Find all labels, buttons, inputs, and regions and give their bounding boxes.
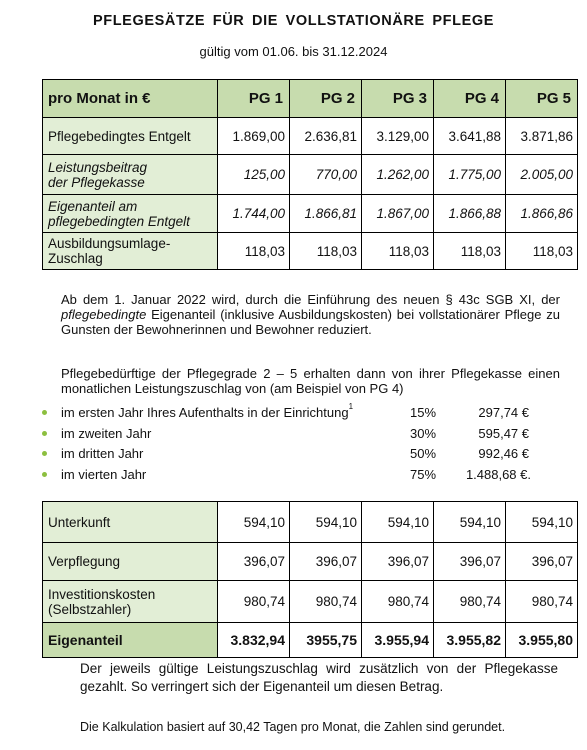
- cell-value: 1.866,88: [434, 195, 506, 233]
- cell-value: 3.832,94: [218, 623, 290, 658]
- row-label: Ausbildungsumlage- Zuschlag: [43, 233, 218, 270]
- cell-value: 396,07: [218, 543, 290, 581]
- cell-value: 3955,75: [290, 623, 362, 658]
- list-amount: 992,46 €: [478, 446, 529, 461]
- list-item: im zweiten Jahr 30% 595,47 €: [42, 426, 562, 447]
- header-pg2: PG 2: [290, 80, 362, 118]
- table-total-row: [43, 623, 578, 658]
- cell-value: 1.775,00: [434, 155, 506, 195]
- cell-value: 1.866,86: [506, 195, 578, 233]
- table-row: [43, 543, 578, 581]
- row-label: Pflegebedingtes Entgelt: [43, 118, 218, 155]
- list-item: im dritten Jahr 50% 992,46 €: [42, 446, 562, 467]
- cell-value: 396,07: [362, 543, 434, 581]
- cell-value: 980,74: [434, 581, 506, 623]
- header-pg5: PG 5: [506, 80, 578, 118]
- cell-value: 594,10: [290, 502, 362, 543]
- row-label: Investitionskosten (Selbstzahler): [43, 581, 218, 623]
- row-label: Eigenanteil am pflegebedingten Entgelt: [43, 195, 218, 233]
- validity-period: gültig vom 01.06. bis 31.12.2024: [199, 44, 388, 59]
- cell-value: 980,74: [506, 581, 578, 623]
- cell-value: 118,03: [290, 233, 362, 270]
- list-percent: 75%: [410, 466, 437, 482]
- cell-value: 3.871,86: [506, 118, 578, 155]
- cell-value: 980,74: [362, 581, 434, 623]
- row-label: Unterkunft: [43, 502, 218, 543]
- cell-value: 594,10: [218, 502, 290, 543]
- table-header-row: [43, 80, 578, 118]
- cell-value: 1.867,00: [362, 195, 434, 233]
- table-row: [43, 502, 578, 543]
- list-amount: 297,74 €: [478, 405, 529, 420]
- cell-value: 594,10: [506, 502, 578, 543]
- footnote-marker: 1: [348, 402, 354, 411]
- table-row: [43, 195, 578, 233]
- cell-value: 594,10: [434, 502, 506, 543]
- list-item: im ersten Jahr Ihres Aufenthalts in der Einrichtung$^1$ 15% 297,74 €: [42, 405, 562, 426]
- table-row: [43, 155, 578, 195]
- supplement-list: [42, 402, 562, 487]
- cell-value: 396,07: [506, 543, 578, 581]
- list-amount: 1.488,68 €.: [465, 466, 531, 482]
- cell-value: 2.636,81: [290, 118, 362, 155]
- cell-value: 1.262,00: [362, 155, 434, 195]
- table-row: [43, 118, 578, 155]
- cell-value: 770,00: [290, 155, 362, 195]
- cell-value: 118,03: [218, 233, 290, 270]
- bullet-icon: [42, 410, 47, 415]
- calculation-note: Die Kalkulation basiert auf 30,42 Tagen pro Monat, die Zahlen sind gerundet.: [80, 720, 506, 734]
- cell-value: 594,10: [362, 502, 434, 543]
- cell-value: 118,03: [362, 233, 434, 270]
- cell-value: 118,03: [506, 233, 578, 270]
- cell-value: 3.955,94: [362, 623, 434, 658]
- cell-value: 2.005,00: [506, 155, 578, 195]
- cell-value: 118,03: [434, 233, 506, 270]
- care-rates-table: [42, 79, 578, 270]
- cell-value: 980,74: [290, 581, 362, 623]
- cell-value: 1.744,00: [218, 195, 290, 233]
- bullet-icon: [42, 472, 47, 477]
- intro-paragraph: Ab dem 1. Januar 2022 wird, durch die Einführung des neuen § 43c SGB XI, der pflegebedingte Eigenanteil (inklusive Ausbildungskosten) bei vollstationärer Pflege zu Gunsten der Bewohnerinnen und Bewohner reduziert.: [61, 292, 560, 337]
- page-title: PFLEGESÄTZE FÜR DIE VOLLSTATIONÄRE PFLEGE: [93, 13, 494, 29]
- bullet-icon: [42, 431, 47, 436]
- row-label: Eigenanteil: [43, 623, 218, 658]
- supplement-note: Der jeweils gültige Leistungszuschlag wird zusätzlich von der Pflegekasse gezahlt. So verringert sich der Eigenanteil um diesen Betrag.: [80, 661, 558, 694]
- list-amount: 595,47 €: [478, 425, 529, 441]
- cell-value: 1.869,00: [218, 118, 290, 155]
- table-row: [43, 233, 578, 270]
- header-pg3: PG 3: [362, 80, 434, 118]
- cell-value: 125,00: [218, 155, 290, 195]
- cell-value: 3.955,80: [506, 623, 578, 658]
- costs-table: [42, 501, 578, 658]
- list-item: im vierten Jahr 75% 1.488,68 €.: [42, 467, 562, 488]
- table-row: [43, 581, 578, 623]
- header-pg1: PG 1: [218, 80, 290, 118]
- cell-value: 1.866,81: [290, 195, 362, 233]
- row-label: Verpflegung: [43, 543, 218, 581]
- list-percent: 30%: [410, 425, 437, 441]
- supplement-paragraph: Pflegebedürftige der Pflegegrade 2 – 5 erhalten dann von ihrer Pflegekasse einen monatlichen Leistungszuschlag von (am Beispiel von PG 4): [61, 366, 560, 396]
- cell-value: 3.129,00: [362, 118, 434, 155]
- row-label: Leistungsbeitrag der Pflegekasse: [43, 155, 218, 195]
- cell-value: 396,07: [434, 543, 506, 581]
- list-percent: 50%: [410, 446, 437, 461]
- cell-value: 3.641,88: [434, 118, 506, 155]
- list-percent: 15%: [410, 405, 437, 420]
- cell-value: 980,74: [218, 581, 290, 623]
- cell-value: 396,07: [290, 543, 362, 581]
- cell-value: 3.955,82: [434, 623, 506, 658]
- header-pg4: PG 4: [434, 80, 506, 118]
- header-unit-label: pro Monat in €: [43, 80, 218, 118]
- bullet-icon: [42, 451, 47, 456]
